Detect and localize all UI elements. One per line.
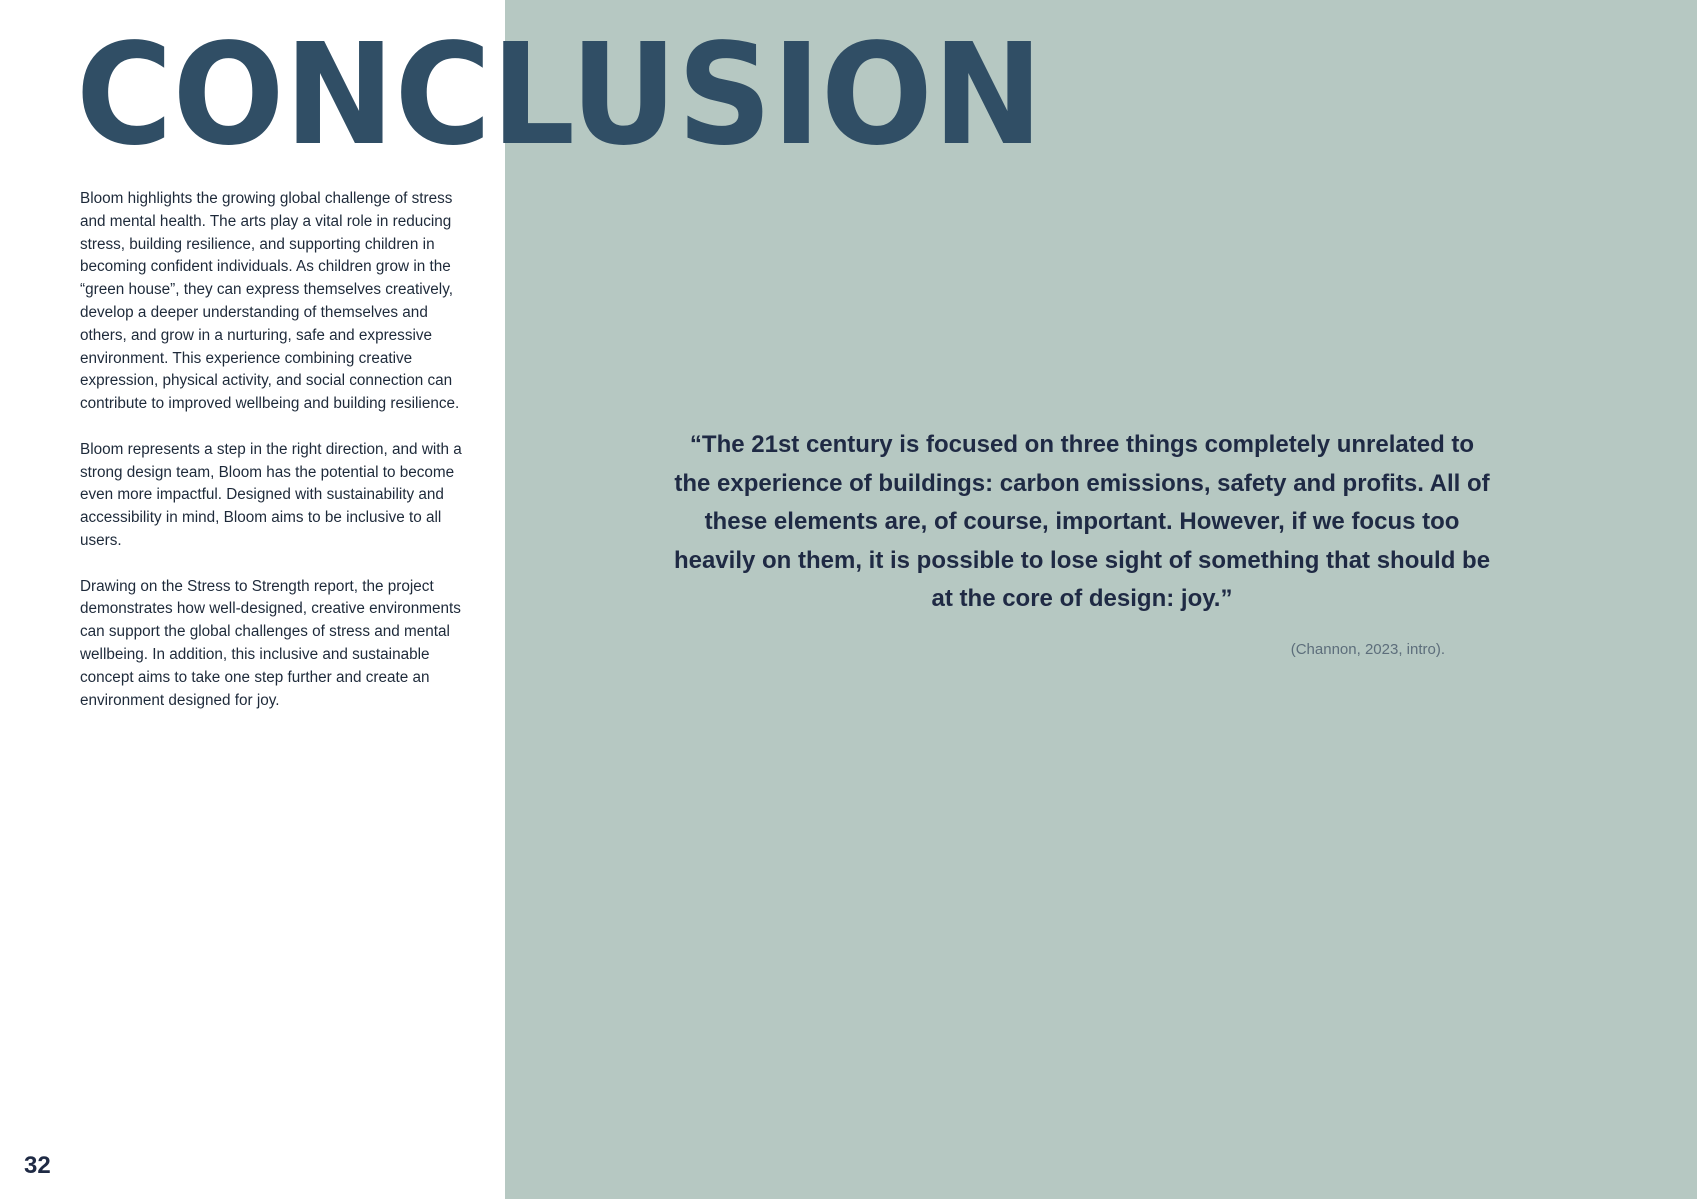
body-paragraph-3: Drawing on the Stress to Strength report, the project demonstrates how well-designed, creative environments can support the global challenges of stress and mental wellbeing. In addition, this inclusive and sustainable concept aims to take one step further and create an environment designed for joy. (80, 577, 461, 709)
body-paragraph-2: Bloom represents a step in the right direction, and with a strong design team, Bloom has the potential to become even more impactful. Designed with sustainability and accessibility in mind, Bloom aims to be inclusive to all users. (80, 440, 462, 549)
conclusion-body (80, 188, 478, 735)
quote-citation: (Channon, 2023, intro). (1290, 641, 1445, 658)
body-paragraph-1: Bloom highlights the growing global challenge of stress and mental health. The arts play a vital role in reducing stress, building resilience, and supporting children in becoming confident individuals. As children grow in the “green house”, they can express themselves creatively, develop a deeper understanding of themselves and others, and grow in a nurturing, safe and expressive environment. This experience combining creative expression, physical activity, and social connection can contribute to improved wellbeing and building resilience. (80, 190, 460, 413)
page-number: 32 (24, 1152, 51, 1179)
pull-quote: “The 21st century is focused on three things completely unrelated to the experience of buildings: carbon emissions, safety and profits. All of these elements are, of course, important. However, if we focus too heavily on them, it is possible to lose sight of something that should be at the core of design: joy.” (673, 431, 1491, 612)
page-title: CONCLUSION (76, 14, 1043, 177)
